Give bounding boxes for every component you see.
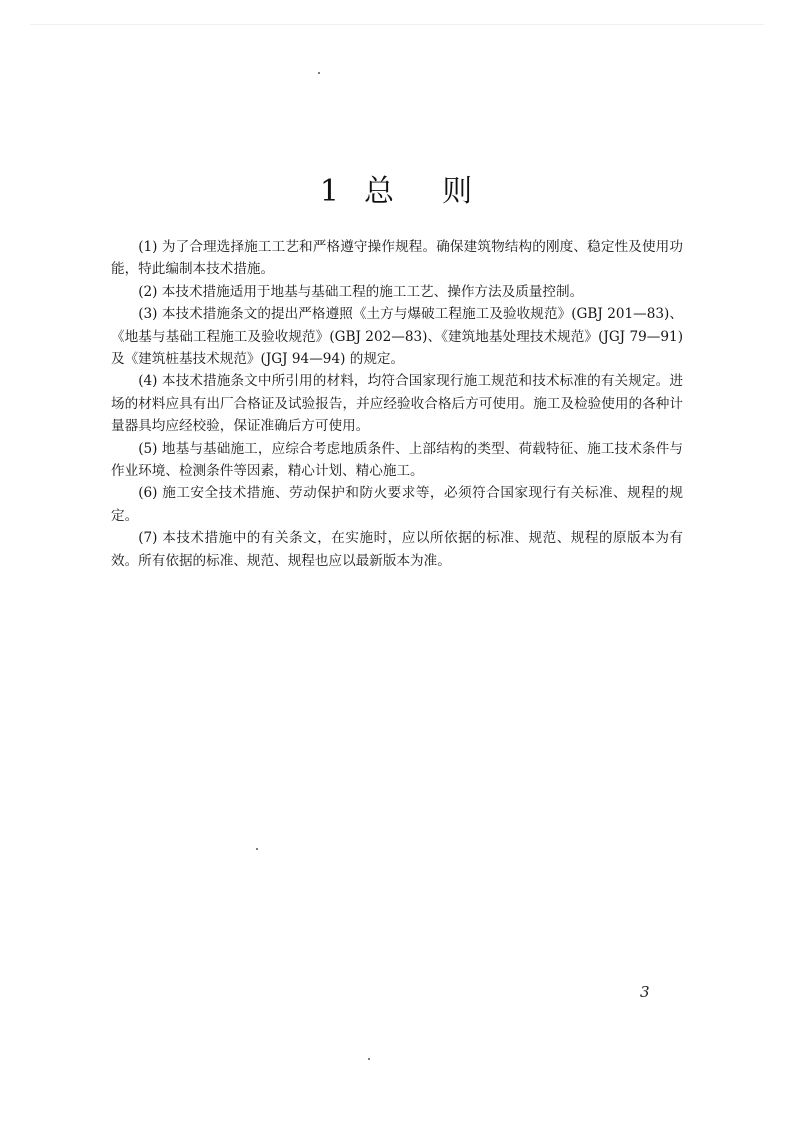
paragraph-2: (2) 本技术措施适用于地基与基础工程的施工工艺、操作方法及质量控制。 — [138, 283, 584, 300]
scan-speck — [256, 848, 258, 850]
paragraph-3: (3) 本技术措施条文的提出严格遵照《土方与爆破工程施工及验收规范》(GBJ 201—83)、《地基与基础工程施工及验收规范》(GBJ 202—83)、《建筑地基处理技术规范》(JGJ 79—91) 及《建筑桩基技术规范》(JGJ 94—94) 的规定。 — [111, 306, 683, 368]
top-border-line — [30, 24, 764, 25]
paragraph-7: (7) 本技术措施中的有关条文，在实施时，应以所依据的标准、规范、规程的原版本为有效。所有依据的标准、规范、规程也应以最新版本为准。 — [111, 530, 683, 569]
paragraph-1: (1) 为了合理选择施工工艺和严格遵守操作规程。确保建筑物结构的刚度、稳定性及使用功能，特此编制本技术措施。 — [111, 239, 683, 278]
paragraph-5: (5) 地基与基础施工，应综合考虑地质条件、上部结构的类型、荷载特征、施工技术条件与作业环境、检测条件等因素，精心计划、精心施工。 — [111, 440, 683, 480]
body-text — [111, 236, 683, 572]
page-number: 3 — [640, 983, 650, 1001]
scan-speck — [368, 1058, 370, 1060]
paragraph-4: (4) 本技术措施条文中所引用的材料，均符合国家现行施工规范和技术标准的有关规定。进场的材料应具有出厂合格证及试验报告，并应经验收合格后方可使用。施工及检验使用的各种计量器具均应经校验，保证准确后方可使用。 — [111, 373, 683, 435]
scan-speck — [318, 72, 320, 74]
chapter-title: 1 总 则 — [319, 174, 475, 209]
paragraph-6: (6) 施工安全技术措施、劳动保护和防火要求等，必须符合国家现行有关标准、规程的规定。 — [111, 485, 683, 524]
